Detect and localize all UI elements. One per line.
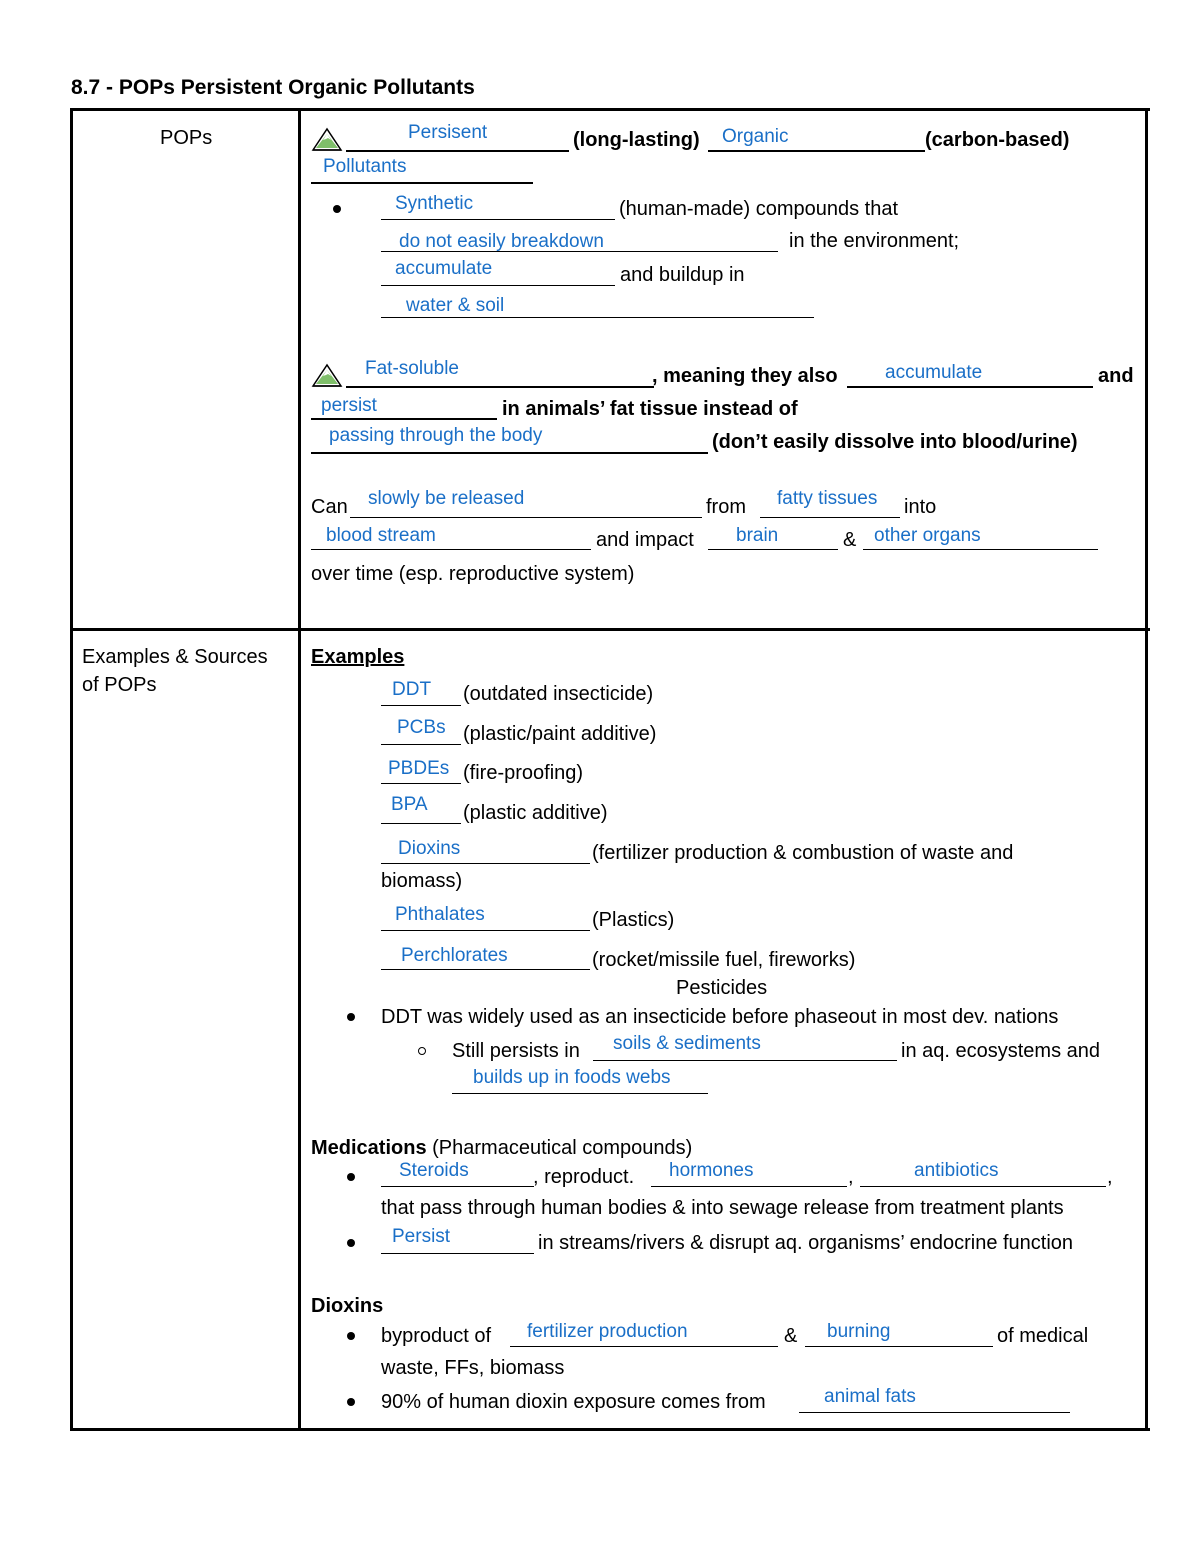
answer-breakdown[interactable]: do not easily breakdown [399,231,604,252]
text-human-made: (human-made) compounds that [619,198,899,220]
example-desc: biomass) [381,870,463,892]
dioxins-heading: Dioxins [311,1295,384,1317]
answer-steroids[interactable]: Steroids [399,1160,469,1181]
pesticides-heading: Pesticides [676,977,768,999]
text-dissolve: (don’t easily dissolve into blood/urine) [712,431,1078,453]
text-impact: and impact [596,529,694,551]
answer-persistent[interactable]: Persisent [408,122,488,143]
text-exposure: 90% of human dioxin exposure comes from [381,1391,766,1413]
answer-slowly-released[interactable]: slowly be released [368,488,525,509]
answer-accumulate-1[interactable]: accumulate [395,258,493,279]
medications-bold: Medications [311,1137,427,1159]
answer-pbdes[interactable]: PBDEs [388,758,450,779]
answer-brain[interactable]: brain [736,525,779,546]
example-desc: (plastic additive) [463,802,608,824]
text-long-lasting: (long-lasting) [573,129,700,151]
text-streams: in streams/rivers & disrupt aq. organisms’ endocrine function [538,1232,1074,1254]
answer-passing[interactable]: passing through the body [329,425,543,446]
answer-water-soil[interactable]: water & soil [406,295,505,316]
text-over-time: over time (esp. reproductive system) [311,563,635,585]
text-waste: waste, FFs, biomass [381,1357,565,1379]
answer-blood-stream[interactable]: blood stream [326,525,436,546]
text-buildup: and buildup in [620,264,745,286]
example-desc: (outdated insecticide) [463,683,654,705]
text-byproduct: byproduct of [381,1325,492,1347]
medications-heading [311,1136,692,1160]
text-meaning: , meaning they also [652,365,838,387]
text-of-medical: of medical [997,1325,1089,1347]
answer-animal-fats[interactable]: animal fats [824,1386,916,1407]
bullet [347,1398,355,1406]
bullet [347,1332,355,1340]
answer-soils-sediments[interactable]: soils & sediments [613,1033,761,1054]
answer-persist-2[interactable]: Persist [392,1226,451,1247]
text-comma: , [848,1166,854,1188]
sub-bullet [418,1047,426,1055]
example-desc: (Plastics) [592,909,675,931]
answer-accumulate-2[interactable]: accumulate [885,362,983,383]
answer-ddt[interactable]: DDT [392,679,432,700]
text-amp: & [784,1325,798,1347]
pesticides-bullet-text: DDT was widely used as an insecticide before phaseout in most dev. nations [381,1006,1059,1028]
text-carbon-based: (carbon-based) [925,129,1070,151]
answer-organic[interactable]: Organic [722,126,789,147]
row-label-pops: POPs [160,127,213,149]
bullet [347,1173,355,1181]
page-title: 8.7 - POPs Persistent Organic Pollutants [71,76,475,99]
text-in-animals: in animals’ fat tissue instead of [502,398,798,420]
bullet [333,205,341,213]
answer-fat-soluble[interactable]: Fat-soluble [365,358,459,379]
answer-perchlorates[interactable]: Perchlorates [401,945,508,966]
mountain-icon [311,362,343,388]
example-desc: (rocket/missile fuel, fireworks) [592,949,856,971]
text-and: and [1098,365,1134,387]
answer-food-webs[interactable]: builds up in foods webs [473,1067,671,1088]
text-in-environment: in the environment; [789,230,960,252]
text-still-persists: Still persists in [452,1040,580,1062]
answer-persist[interactable]: persist [321,395,377,416]
row-label-examples-2: of POPs [82,674,157,696]
bullet [347,1013,355,1021]
answer-dioxins[interactable]: Dioxins [398,838,461,859]
answer-pollutants[interactable]: Pollutants [323,156,407,177]
example-desc: (fertilizer production & combustion of waste and [592,842,1014,864]
examples-heading: Examples [311,646,405,668]
answer-fatty-tissues[interactable]: fatty tissues [777,488,878,509]
text-reproduct: , reproduct. [533,1166,635,1188]
text-amp: & [843,529,857,551]
answer-antibiotics[interactable]: antibiotics [914,1160,999,1181]
text-can: Can [311,496,348,518]
text-from: from [706,496,746,518]
row-label-examples: Examples & Sources [82,646,268,668]
mountain-icon [311,126,343,152]
answer-bpa[interactable]: BPA [391,794,428,815]
answer-burning[interactable]: burning [827,1321,891,1342]
example-desc: (fire-proofing) [463,762,584,784]
answer-other-organs[interactable]: other organs [874,525,981,546]
text-into: into [904,496,937,518]
text-pass-through: that pass through human bodies & into sewage release from treatment plants [381,1197,1064,1219]
text-comma: , [1107,1166,1113,1188]
example-desc: (plastic/paint additive) [463,723,657,745]
bullet [347,1239,355,1247]
medications-rest: (Pharmaceutical compounds) [426,1137,693,1159]
answer-pcbs[interactable]: PCBs [397,717,446,738]
answer-fertilizer-production[interactable]: fertilizer production [527,1321,688,1342]
answer-hormones[interactable]: hormones [669,1160,754,1181]
answer-synthetic[interactable]: Synthetic [395,193,474,214]
text-aq-ecosystems: in aq. ecosystems and [901,1040,1100,1062]
answer-phthalates[interactable]: Phthalates [395,904,485,925]
